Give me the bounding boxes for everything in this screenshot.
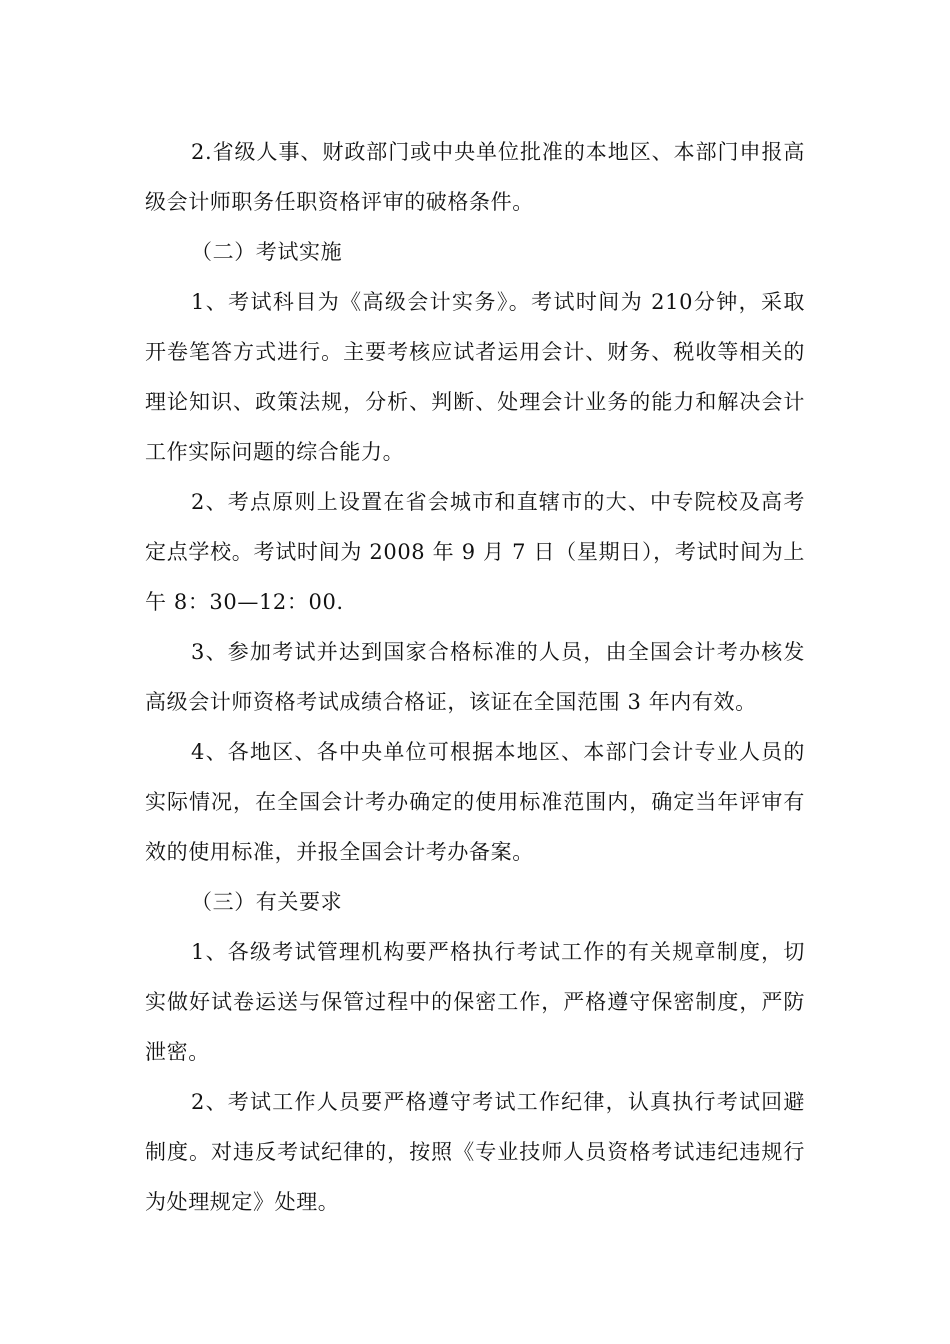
paragraph-discipline: 2、考试工作人员要严格遵守考试工作纪律，认真执行考试回避制度。对违反考试纪律的，按照《专业技师人员资格考试违纪违规行为处理规定》处理。 <box>145 1090 805 1214</box>
paragraph-exam-venue-time: 2、考点原则上设置在省会城市和直辖市的大、中专院校及高考定点学校。考试时间为 2008 年 9 月 7 日（星期日），考试时间为上午 8：30—12：00. <box>145 490 805 614</box>
section-heading-requirements: （三）有关要求 <box>191 890 343 914</box>
paragraph-qualification-certificate: 3、参加考试并达到国家合格标准的人员，由全国会计考办核发高级会计师资格考试成绩合格证，该证在全国范围 3 年内有效。 <box>145 640 805 714</box>
paragraph-confidentiality: 1、各级考试管理机构要严格执行考试工作的有关规章制度，切实做好试卷运送与保管过程中的保密工作，严格遵守保密制度，严防泄密。 <box>145 940 805 1064</box>
paragraph-exam-subject: 1、考试科目为《高级会计实务》。考试时间为 210分钟，采取开卷笔答方式进行。主要考核应试者运用会计、财务、税收等相关的理论知识、政策法规，分析、判断、处理会计业务的能力和解决会计工作实际问题的综合能力。 <box>145 290 805 464</box>
paragraph-exception-conditions: 2.省级人事、财政部门或中央单位批准的本地区、本部门申报高级会计师职务任职资格评审的破格条件。 <box>145 140 805 214</box>
section-heading-exam-implementation: （二）考试实施 <box>191 240 343 264</box>
paragraph-usage-standard: 4、各地区、各中央单位可根据本地区、本部门会计专业人员的实际情况，在全国会计考办确定的使用标准范围内，确定当年评审有效的使用标准，并报全国会计考办备案。 <box>145 740 805 864</box>
